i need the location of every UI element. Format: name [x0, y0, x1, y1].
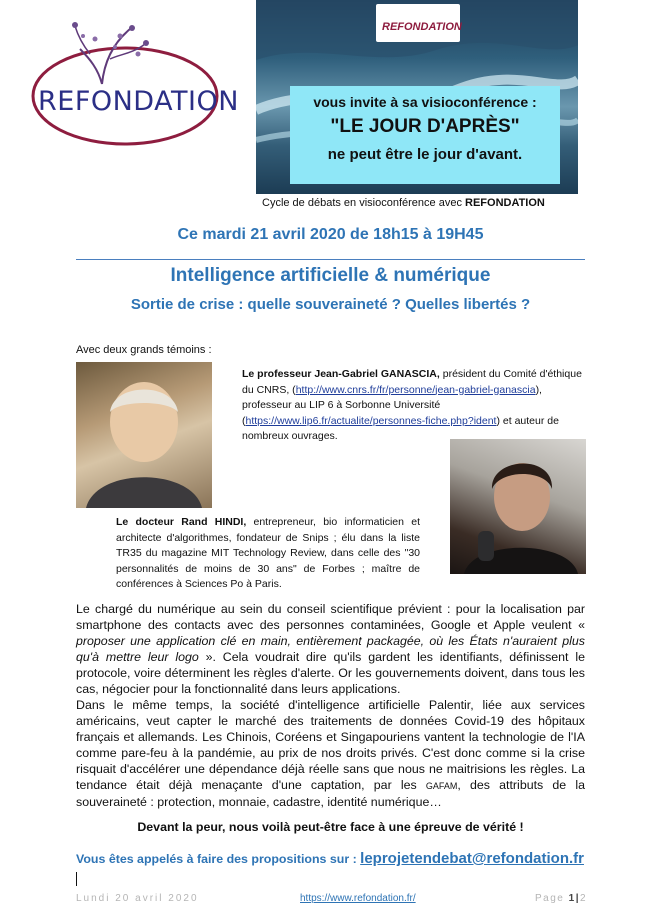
logo-wordmark: REFONDATION — [38, 86, 239, 117]
conclusion: Devant la peur, nous voilà peut-être face à une épreuve de vérité ! — [137, 820, 524, 834]
cycle-brand: REFONDATION — [465, 197, 545, 209]
event-subtitle: Sortie de crise : quelle souveraineté ? Quelles libertés ? — [130, 296, 531, 313]
body-text — [76, 601, 585, 810]
witnesses-intro: Avec deux grands témoins : — [76, 344, 212, 356]
refondation-logo — [20, 14, 255, 154]
page-current: 1 — [568, 893, 576, 904]
witness2-name: Le docteur Rand HINDI, — [116, 516, 247, 528]
p2-b: , des attributs de la souveraineté : protection, monnaie, cadastre, identité numérique… — [76, 778, 585, 809]
p1-quote: proposer une application clé en main, entièrement packagée, où les États n'auraient plus qu'à mettre leur logo — [76, 634, 585, 664]
footer-url-link[interactable]: https://www.refondation.fr/ — [300, 893, 416, 904]
link-lip6[interactable]: https://www.lip6.fr/actualite/personnes-fiche.php?ident — [245, 414, 497, 427]
portrait-1 — [76, 362, 212, 508]
link-cnrs[interactable]: http://www.cnrs.fr/fr/personne/jean-gabriel-ganascia — [295, 383, 536, 396]
banner-line-2: "LE JOUR D'APRÈS" — [330, 116, 520, 137]
logo-tree-graphic — [20, 14, 255, 154]
text-cursor — [76, 872, 77, 886]
bio-hindi — [116, 515, 420, 593]
banner-text-box — [290, 86, 560, 184]
p2-a: Dans le même temps, la société d'intelligence artificielle Palentir, liée aux services américains, veut capter le marché des traitements de données Covid-19 des hôpitaux français et allemands. Les Chinois, Coréens et Singapouriens vantent la technologie de l'IA comme pare-feu à la pandémie, au prix de nos droits privés. C'est donc comme si la crise risquait d'accélérer une dépendance déjà réelle sans que nous ne maitrisions les règles. La tendance était déjà menaçante d'une captation, par les — [76, 698, 585, 792]
cta-text: Vous êtes appelés à faire des propositions sur : — [76, 852, 357, 866]
paragraph-2 — [76, 697, 585, 810]
banner-logo-text: REFONDATION — [382, 21, 462, 33]
banner-logo — [376, 4, 460, 42]
divider — [76, 259, 585, 260]
portrait-2 — [450, 439, 586, 574]
event-title: Intelligence artificielle & numérique — [170, 265, 491, 286]
cycle-text: Cycle de débats en visioconférence avec — [262, 197, 462, 209]
photo-ganascia — [76, 362, 212, 508]
p1-b: ». Cela voudrait dire qu'ils gardent les identifiants, définissent le protocole, voire déterminent les règles d'alerte. Or les gouvernements doivent, dans tous les cas, négocier pour la fonctionnalité dans leurs applications. — [76, 650, 585, 696]
paragraph-1 — [76, 601, 585, 697]
event-date: Ce mardi 21 avril 2020 de 18h15 à 19H45 — [177, 226, 484, 243]
witness1-desc-b: ), professeur au LIP 6 à Sorbonne Université ( — [242, 383, 542, 427]
bio-ganascia — [242, 367, 582, 445]
invitation-banner — [256, 0, 578, 194]
witness1-desc-a: président du Comité d'éthique du CNRS, ( — [242, 368, 582, 396]
footer-page-number: Page 1|2 — [535, 893, 588, 904]
cta-email-link[interactable]: leprojetendebat@refondation.fr — [360, 850, 584, 867]
banner-line-1: vous invite à sa visioconférence : — [313, 94, 537, 110]
call-to-action — [76, 850, 584, 867]
page-total: 2 — [580, 893, 588, 904]
p1-a: Le chargé du numérique au sein du conseil scientifique prévient : pour la localisation par smartphone des contacts avec des personnes contaminées, Google et Apple veulent « — [76, 602, 585, 632]
page-label: Page — [535, 893, 565, 904]
witness2-desc: entrepreneur, bio informaticien et architecte d'algorithmes, fondateur de Snips ; élu dans la liste TR35 du magazine MIT Technology Review, dans celle des "30 personnalités de moins de 30 ans" de Forbes ; maître de conférences à Sciences Po à Paris. — [116, 516, 420, 590]
photo-hindi — [450, 439, 586, 574]
witness1-desc-c: ) et auteur de nombreux ouvrages. — [242, 414, 559, 442]
cycle-caption — [262, 197, 545, 209]
footer-date: Lundi 20 avril 2020 — [76, 893, 199, 904]
witness1-name: Le professeur Jean-Gabriel GANASCIA, — [242, 368, 440, 380]
p2-gafam: GAFAM — [425, 781, 458, 791]
banner-line-3: ne peut être le jour d'avant. — [327, 146, 523, 163]
